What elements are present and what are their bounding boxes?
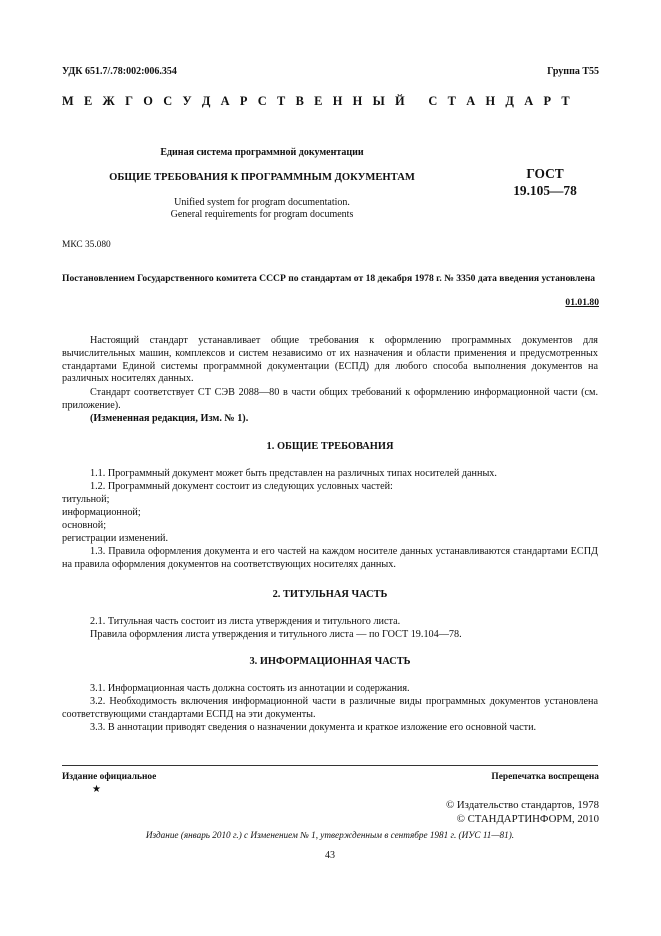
list-item: регистрации изменений.	[62, 533, 169, 544]
clause-3-1: 3.1. Информационная часть должна состоять из аннотации и содержания.	[90, 683, 410, 694]
mks-code: МКС 35.080	[62, 240, 111, 250]
document-title: ОБЩИЕ ТРЕБОВАНИЯ К ПРОГРАММНЫМ ДОКУМЕНТАМ	[109, 172, 415, 183]
english-title-line1: Unified system for program documentation.	[174, 197, 350, 208]
list-item: информационной;	[62, 507, 141, 518]
section-3-heading: 3. ИНФОРМАЦИОННАЯ ЧАСТЬ	[249, 656, 411, 667]
amendment-note: (Измененная редакция, Изм. № 1).	[90, 413, 249, 424]
clause-1-2: 1.2. Программный документ состоит из следующих условных частей:	[90, 481, 393, 492]
clause-1-3: 1.3. Правила оформления документа и его частей на каждом носителе данных устанавливаются стандартами ЕСПД на правила оформления документов на соответствующих носителях данных.	[62, 546, 598, 570]
clause-2-1: 2.1. Титульная часть состоит из листа утверждения и титульного листа.	[90, 616, 401, 627]
effective-date: 01.01.80	[565, 297, 599, 308]
system-name: Единая система программной документации	[160, 147, 364, 158]
page-number: 43	[325, 850, 335, 861]
edition-note: Издание (январь 2010 г.) с Изменением № 1, утвержденным в сентябре 1981 г. (ИУС 11—81).	[145, 830, 515, 840]
group-code: Группа Т55	[547, 66, 599, 77]
section-2-heading: 2. ТИТУЛЬНАЯ ЧАСТЬ	[272, 589, 388, 600]
copyright-2010: © СТАНДАРТИНФОРМ, 2010	[456, 813, 599, 825]
intro-paragraph-2: Стандарт соответствует СТ СЭВ 2088—80 в части общих требований к оформлению информационной части (см. приложение).	[62, 387, 598, 411]
decree-text: Постановлением Государственного комитета СССР по стандартам от 18 декабря 1978 г. № 3350 дата введения установлена	[62, 273, 596, 284]
standard-banner: М Е Ж Г О С У Д А Р С Т В Е Н Н Ы Й С Т А Н Д А Р Т	[62, 94, 574, 108]
section-1-heading: 1. ОБЩИЕ ТРЕБОВАНИЯ	[266, 441, 394, 452]
clause-1-1: 1.1. Программный документ может быть представлен на различных типах носителей данных.	[90, 468, 497, 479]
copyright-1978: © Издательство стандартов, 1978	[445, 799, 599, 811]
intro-paragraph-1: Настоящий стандарт устанавливает общие требования к оформлению программных документов для вычислительных машин, комплексов и систем независимо от их назначения и области применения и предусмотренных стандартами Единой системы программной документации (ЕСПД) для любого способа выполнения документов на различных носителях данных.	[62, 335, 598, 385]
list-item: титульной;	[62, 494, 110, 505]
list-item: основной;	[62, 520, 107, 531]
official-edition: Издание официальное	[62, 772, 157, 782]
footer-divider	[62, 765, 598, 766]
reprint-notice: Перепечатка воспрещена	[491, 772, 599, 782]
title-rules: Правила оформления листа утверждения и титульного листа — по ГОСТ 19.104—78.	[90, 629, 462, 640]
gost-number: 19.105—78	[513, 183, 577, 198]
english-title-line2: General requirements for program documents	[170, 209, 354, 220]
udk-code: УДК 651.7/.78:002:006.354	[62, 66, 177, 77]
clause-3-2: 3.2. Необходимость включения информационной части в различные виды программных документов установлена соответствующими стандартами ЕСПД на эти документы.	[62, 696, 598, 720]
star-icon: ★	[92, 784, 101, 795]
clause-3-3: 3.3. В аннотации приводят сведения о назначении документа и краткое изложение его основной части.	[90, 722, 537, 733]
gost-label: ГОСТ	[526, 166, 564, 181]
